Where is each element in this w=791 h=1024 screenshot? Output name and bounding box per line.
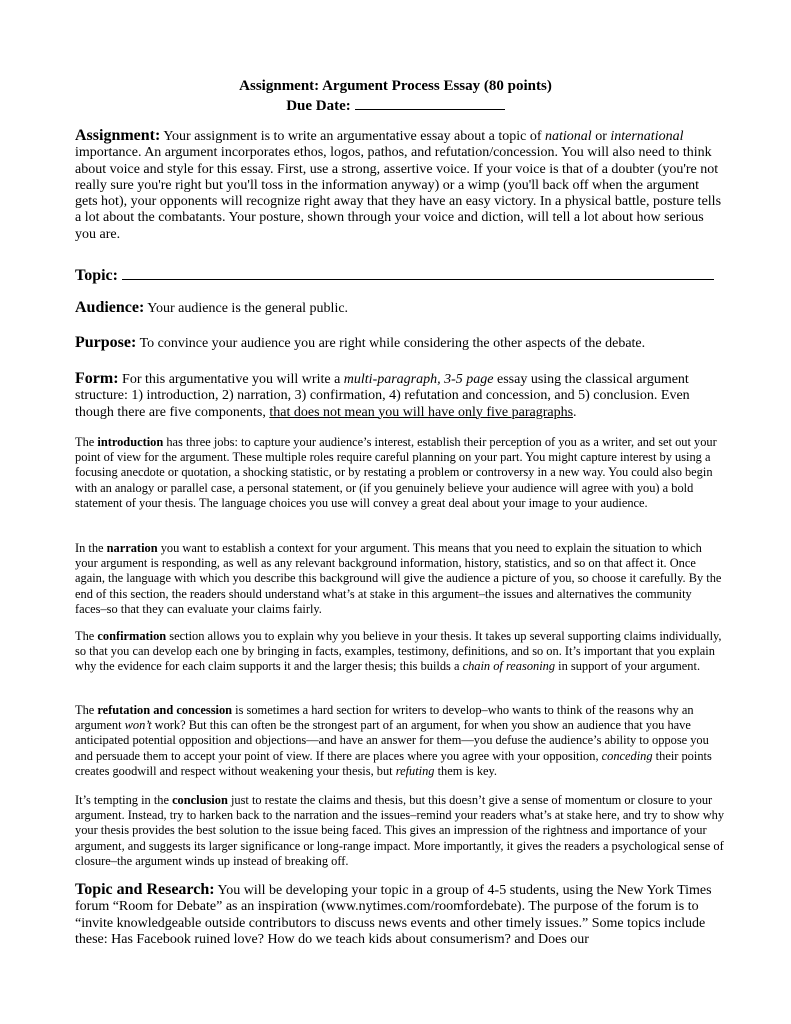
narration-paragraph: In the narration you want to establish a context for your argument. This means that you need to explain the situation to which your argument is responding, as well as any relevant background information, history, statistics, and so on that affect it. Once again, the language with which you describe this background will give the audience a picture of you, so choose it carefully. By the end of this section, the readers should understand what’s at stake in this argument–the issues and alternatives the community faces–so that they can evaluate your claims fairly. <box>75 541 722 616</box>
due-date-line <box>0 95 791 115</box>
assignment-paragraph: Assignment: Your assignment is to write an argumentative essay about a topic of national or international importance. An argument incorporates ethos, logos, pathos, and refutation/concession. You will also need to think about voice and style for this essay. First, use a strong, assertive voice. If your voice is that of a doubter (you're not really sure you're right but you'll toss in the information anyway) or a wimp (you'll back off when the argument gets hot), your opponents will recognize right away that they have an easy victory. In a physical battle, posture tells a lot about the combatants. Your posture, shown through your voice and diction, will tell a lot about how serious you are. <box>75 127 722 242</box>
assignment-heading: Assignment: <box>75 127 161 144</box>
due-date-label: Due Date: <box>286 98 351 114</box>
narration-term: narration <box>106 541 158 555</box>
conclusion-term: conclusion <box>172 793 228 807</box>
document-title: Assignment: Argument Process Essay (80 points) <box>239 78 552 94</box>
form-heading: Form: <box>75 370 119 387</box>
refutation-term: refutation and concession <box>97 703 233 717</box>
topic-blank <box>122 264 714 280</box>
research-paragraph: Topic and Research: You will be developing your topic in a group of 4-5 students, using the New York Times forum “Room for Debate” as an inspiration (www.nytimes.com/roomfordebate). The purpose of the forum is to “invite knowledgeable outside contributors to discuss news events and other timely issues.” Some topics include these: Has Facebook ruined love? How do we teach kids about consumerism? and Does our <box>75 881 712 947</box>
purpose-heading: Purpose: <box>75 334 137 351</box>
purpose-paragraph: Purpose: To convince your audience you are right while considering the other aspects of the debate. <box>75 334 646 351</box>
confirmation-paragraph: The confirmation section allows you to explain why you believe in your thesis. It takes up several supporting claims individually, so that you can develop each one by bringing in facts, examples, testimony, definitions, and so on. It’s important that you explain why the evidence for each claim supports it and the larger thesis; this builds a chain of reasoning in support of your argument. <box>75 629 722 674</box>
topic-line <box>75 264 722 285</box>
introduction-paragraph: The introduction has three jobs: to capture your audience’s interest, establish their perception of you as a writer, and set out your point of view for the argument. These multiple roles require careful planning on your part. You might capture interest by using a focusing anecdote or quotation, a shocking statistic, or by restating a problem or controversy in a new way. You could also begin with an analogy or parallel case, a personal statement, or (if you genuinely believe your audience will agree with you) a bold statement of your thesis. The language choices you use will convey a great deal about your image to your audience. <box>75 435 717 510</box>
audience-heading: Audience: <box>75 299 145 316</box>
audience-paragraph: Audience: Your audience is the general public. <box>75 299 349 316</box>
introduction-term: introduction <box>97 435 164 449</box>
form-paragraph: Form: For this argumentative you will write a multi-paragraph, 3-5 page essay using the classical argument structure: 1) introduction, 2) narration, 3) confirmation, 4) refutation and concession, and 5) conclusion. Even though there are five components, that does not mean you will have only five paragraphs. <box>75 370 690 420</box>
confirmation-term: confirmation <box>97 629 167 643</box>
research-heading: Topic and Research: <box>75 881 215 898</box>
conclusion-paragraph: It’s tempting in the conclusion just to restate the claims and thesis, but this doesn’t give a sense of momentum or closure to your argument. Instead, try to harken back to the narration and the issues–remind your readers what’s at stake here, and try to show why your thesis provides the best solution to the issue being faced. This gives an impression of the rightness and importance of your argument, and suggests its larger significance or long-range impact. More importantly, it gives the readers a psychological sense of closure–the argument winds up instead of breaking off. <box>75 793 725 868</box>
five-paragraphs-underline: that does not mean you will have only five paragraphs <box>269 404 574 420</box>
refutation-paragraph: The refutation and concession is sometimes a hard section for writers to develop–who wants to think of the reasons why an argument won’t work? But this can often be the strongest part of an argument, for when you show an audience that you have anticipated potential opposition and objections—and have an answer for them—you defuse the audience’s ability to oppose you and persuade them to accept your point of view. If there are places where you agree with your opposition, conceding their points creates goodwill and respect without weakening your thesis, but refuting them is key. <box>75 703 712 778</box>
topic-heading: Topic: <box>75 267 118 284</box>
due-date-blank <box>355 95 505 110</box>
